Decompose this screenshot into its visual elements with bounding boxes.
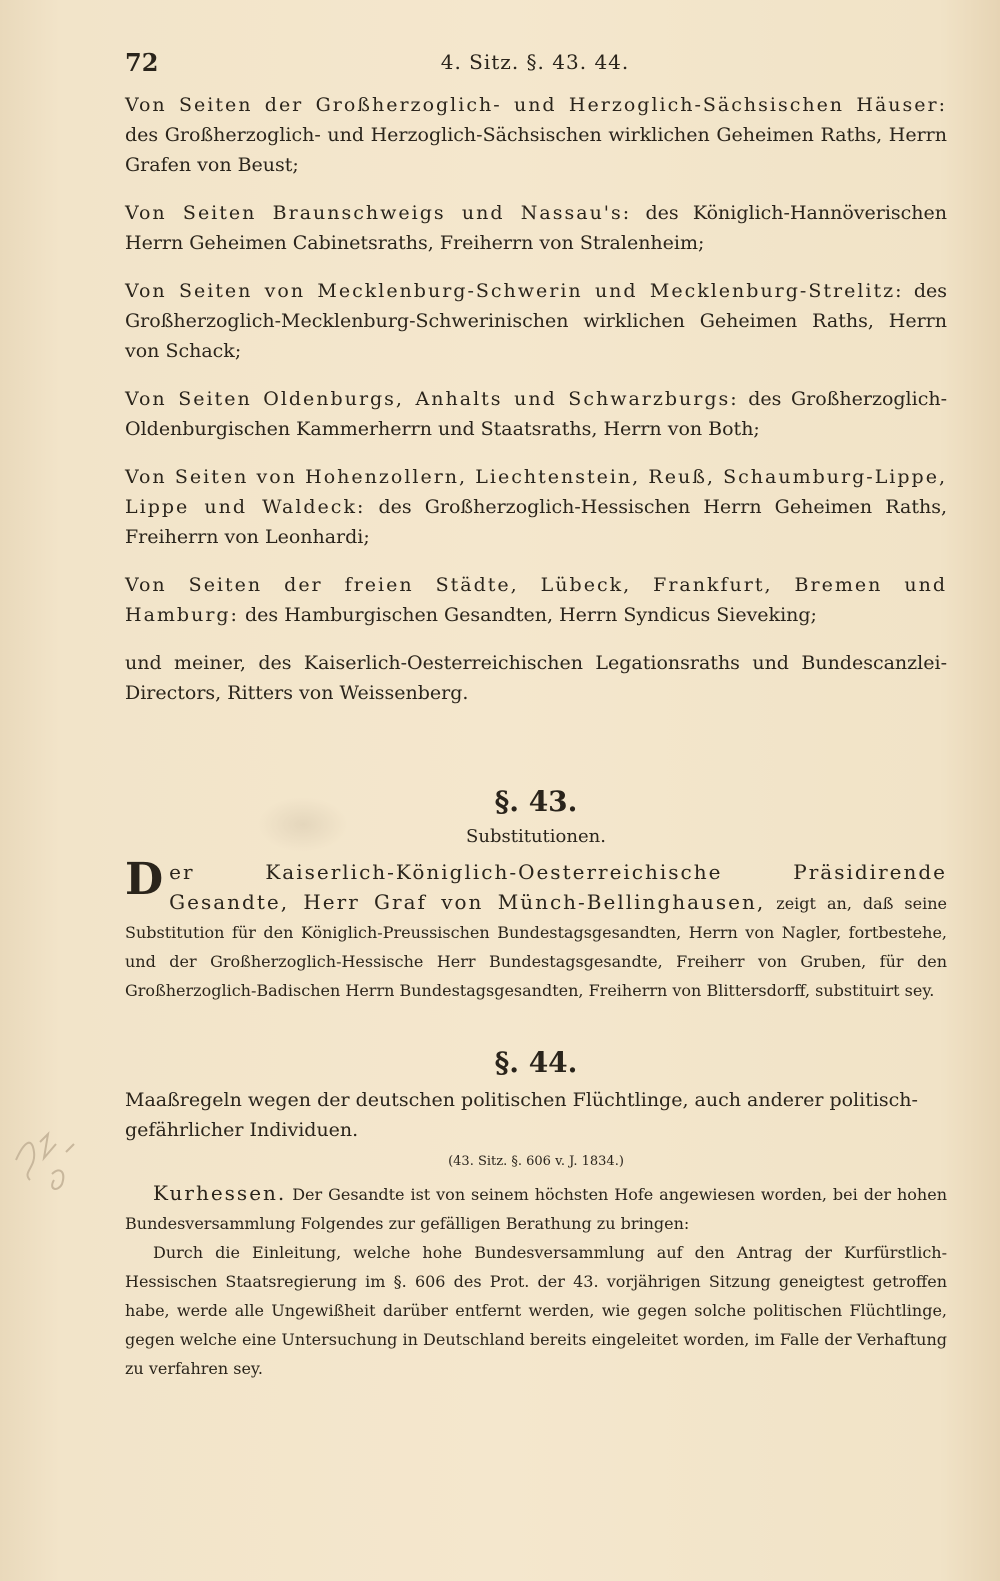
delegate-lead: Von Seiten von Hohenzollern, Liechtenstein, Reuß, Schaumburg-Lippe, Lippe und Waldeck:: [125, 466, 947, 518]
running-head: 4. Sitz. §. 43. 44.: [440, 50, 630, 74]
delegate-entry: [125, 198, 947, 258]
section-44-subtitle: Maaßregeln wegen der deutschen politischen Flüchtlinge, auch anderer politisch-gefährlicher Individuen.: [125, 1089, 918, 1141]
section-44-reference: (43. Sitz. §. 606 v. J. 1834.): [448, 1154, 624, 1169]
delegate-text: des Großherzoglich- und Herzoglich-Sächsischen wirklichen Geheimen Raths, Herrn Grafen von Beust;: [125, 124, 947, 176]
section-44-heading: §. 44.: [494, 1046, 578, 1079]
page-number: 72: [125, 48, 159, 77]
delegate-lead: Von Seiten Oldenburgs, Anhalts und Schwarzburgs:: [125, 388, 739, 410]
delegate-entry: [125, 90, 947, 180]
drop-cap: D: [125, 854, 164, 905]
delegate-text: des Großherzoglich-Hessischen Herrn Geheimen Raths, Freiherrn von Leonhardi;: [125, 496, 947, 548]
delegate-lead: und meiner,: [125, 652, 246, 674]
spacer: [125, 726, 947, 784]
section-43-lead: er Kaiserlich-Königlich-Oesterreichische Präsidirende Gesandte, Herr Graf von Münch-Bellinghausen,: [169, 860, 947, 914]
delegate-entry: [125, 648, 947, 708]
delegate-lead: Von Seiten der freien Städte, Lübeck, Frankfurt, Bremen und Hamburg:: [125, 574, 947, 626]
section-43-body: [125, 854, 947, 1005]
section-44-paragraph-2: [125, 1238, 947, 1383]
section-44-text-1: Der Gesandte ist von seinem höchsten Hofe angewiesen worden, bei der hohen Bundesversammlung Folgendes zur gefälligen Berathung zu bringen:: [125, 1185, 947, 1233]
delegate-entry: [125, 384, 947, 444]
state-name: Kurhessen.: [153, 1181, 287, 1205]
section-44-paragraph-1: [125, 1179, 947, 1238]
page-body: [125, 90, 947, 1383]
delegate-text: des Großherzoglich-Mecklenburg-Schwerinischen wirklichen Geheimen Raths, Herrn von Schack;: [125, 280, 947, 362]
delegate-entry: [125, 570, 947, 630]
delegate-text: des Hamburgischen Gesandten, Herrn Syndicus Sieveking;: [245, 604, 817, 626]
page-header: [125, 48, 945, 80]
spacer: [125, 1005, 947, 1045]
section-43-heading: §. 43.: [494, 785, 578, 818]
section-44-text-2: Durch die Einleitung, welche hohe Bundesversammlung auf den Antrag der Kurfürstlich-Hessischen Staatsregierung im §. 606 des Prot. der 43. vorjährigen Sitzung geneigtest getroffen habe, werde alle Ungewißheit darüber entfernt werden, wie gegen solche politischen Flüchtlinge, gegen welche eine Untersuchung in Deutschland bereits eingeleitet worden, im Falle der Verhaftung zu verfahren sey.: [125, 1243, 947, 1378]
margin-pencil-mark: [4, 1122, 84, 1202]
section-43-text: zeigt an, daß seine Substitution für den Königlich-Preussischen Bundestagsgesandten, Herrn von Nagler, fortbestehe, und der Großherzoglich-Hessische Herr Bundestagsgesandte, Freiherr von Gruben, für den Großherzoglich-Badischen Herrn Bundestagsgesandten, Freiherrn von Blittersdorff, substituirt sey.: [125, 894, 947, 1000]
delegate-text: des Königlich-Hannöverischen Herrn Geheimen Cabinetsraths, Freiherrn von Stralenheim;: [125, 202, 948, 254]
delegate-entry: [125, 276, 947, 366]
delegate-text: des Großherzoglich-Oldenburgischen Kammerherrn und Staatsraths, Herrn von Both;: [125, 388, 948, 440]
delegate-lead: Von Seiten der Großherzoglich- und Herzoglich-Sächsischen Häuser:: [125, 94, 947, 116]
delegate-entry: [125, 462, 947, 552]
section-43-subtitle: Substitutionen.: [466, 826, 606, 847]
delegate-text: des Kaiserlich-Oesterreichischen Legationsraths und Bundescanzlei-Directors, Ritters von Weissenberg.: [125, 652, 947, 704]
delegate-lead: Von Seiten Braunschweigs und Nassau's:: [125, 202, 632, 224]
delegate-lead: Von Seiten von Mecklenburg-Schwerin und Mecklenburg-Strelitz:: [125, 280, 904, 302]
